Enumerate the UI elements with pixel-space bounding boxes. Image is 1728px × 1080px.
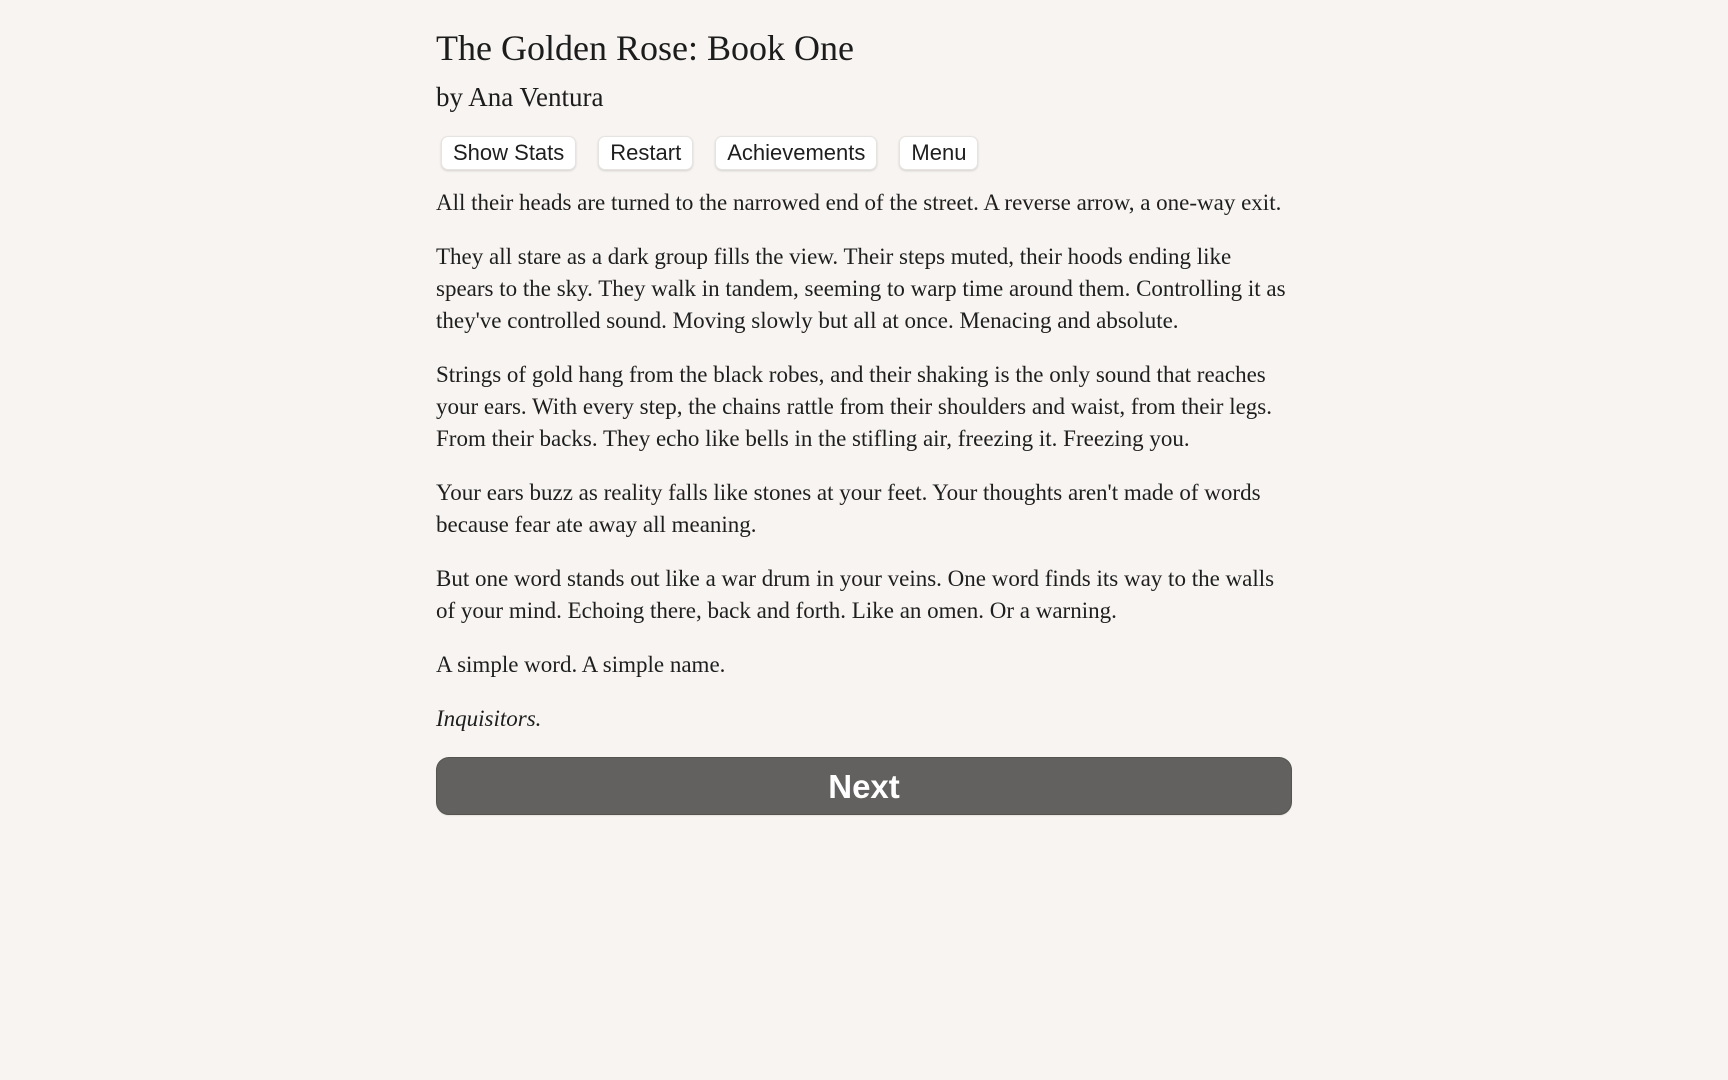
game-title: The Golden Rose: Book One: [436, 28, 854, 68]
toolbar: [436, 136, 1292, 170]
game-author: by Ana Ventura: [436, 82, 604, 112]
story-paragraph-emphasis: Inquisitors.: [436, 706, 542, 731]
story-paragraph: They all stare as a dark group fills the view. Their steps muted, their hoods ending like spears to the sky. They walk in tandem, seeming to warp time around them. Controlling it as they've controlled sound. Moving slowly but all at once. Menacing and absolute.: [436, 244, 1286, 333]
story-paragraph: But one word stands out like a war drum in your veins. One word finds its way to the walls of your mind. Echoing there, back and forth. Like an omen. Or a warning.: [436, 566, 1275, 623]
game-container: [436, 0, 1292, 815]
story-text: [436, 187, 1292, 735]
menu-button[interactable]: Menu: [899, 136, 978, 170]
story-paragraph: Your ears buzz as reality falls like stones at your feet. Your thoughts aren't made of words because fear ate away all meaning.: [436, 480, 1261, 537]
story-paragraph: A simple word. A simple name.: [436, 652, 726, 677]
show-stats-button[interactable]: Show Stats: [441, 136, 576, 170]
restart-button[interactable]: Restart: [598, 136, 693, 170]
next-button[interactable]: Next: [436, 757, 1292, 815]
achievements-button[interactable]: Achievements: [715, 136, 877, 170]
story-paragraph: All their heads are turned to the narrowed end of the street. A reverse arrow, a one-way exit.: [436, 190, 1282, 215]
story-paragraph: Strings of gold hang from the black robes, and their shaking is the only sound that reaches your ears. With every step, the chains rattle from their shoulders and waist, from their legs. From their backs. They echo like bells in the stifling air, freezing it. Freezing you.: [436, 362, 1272, 451]
